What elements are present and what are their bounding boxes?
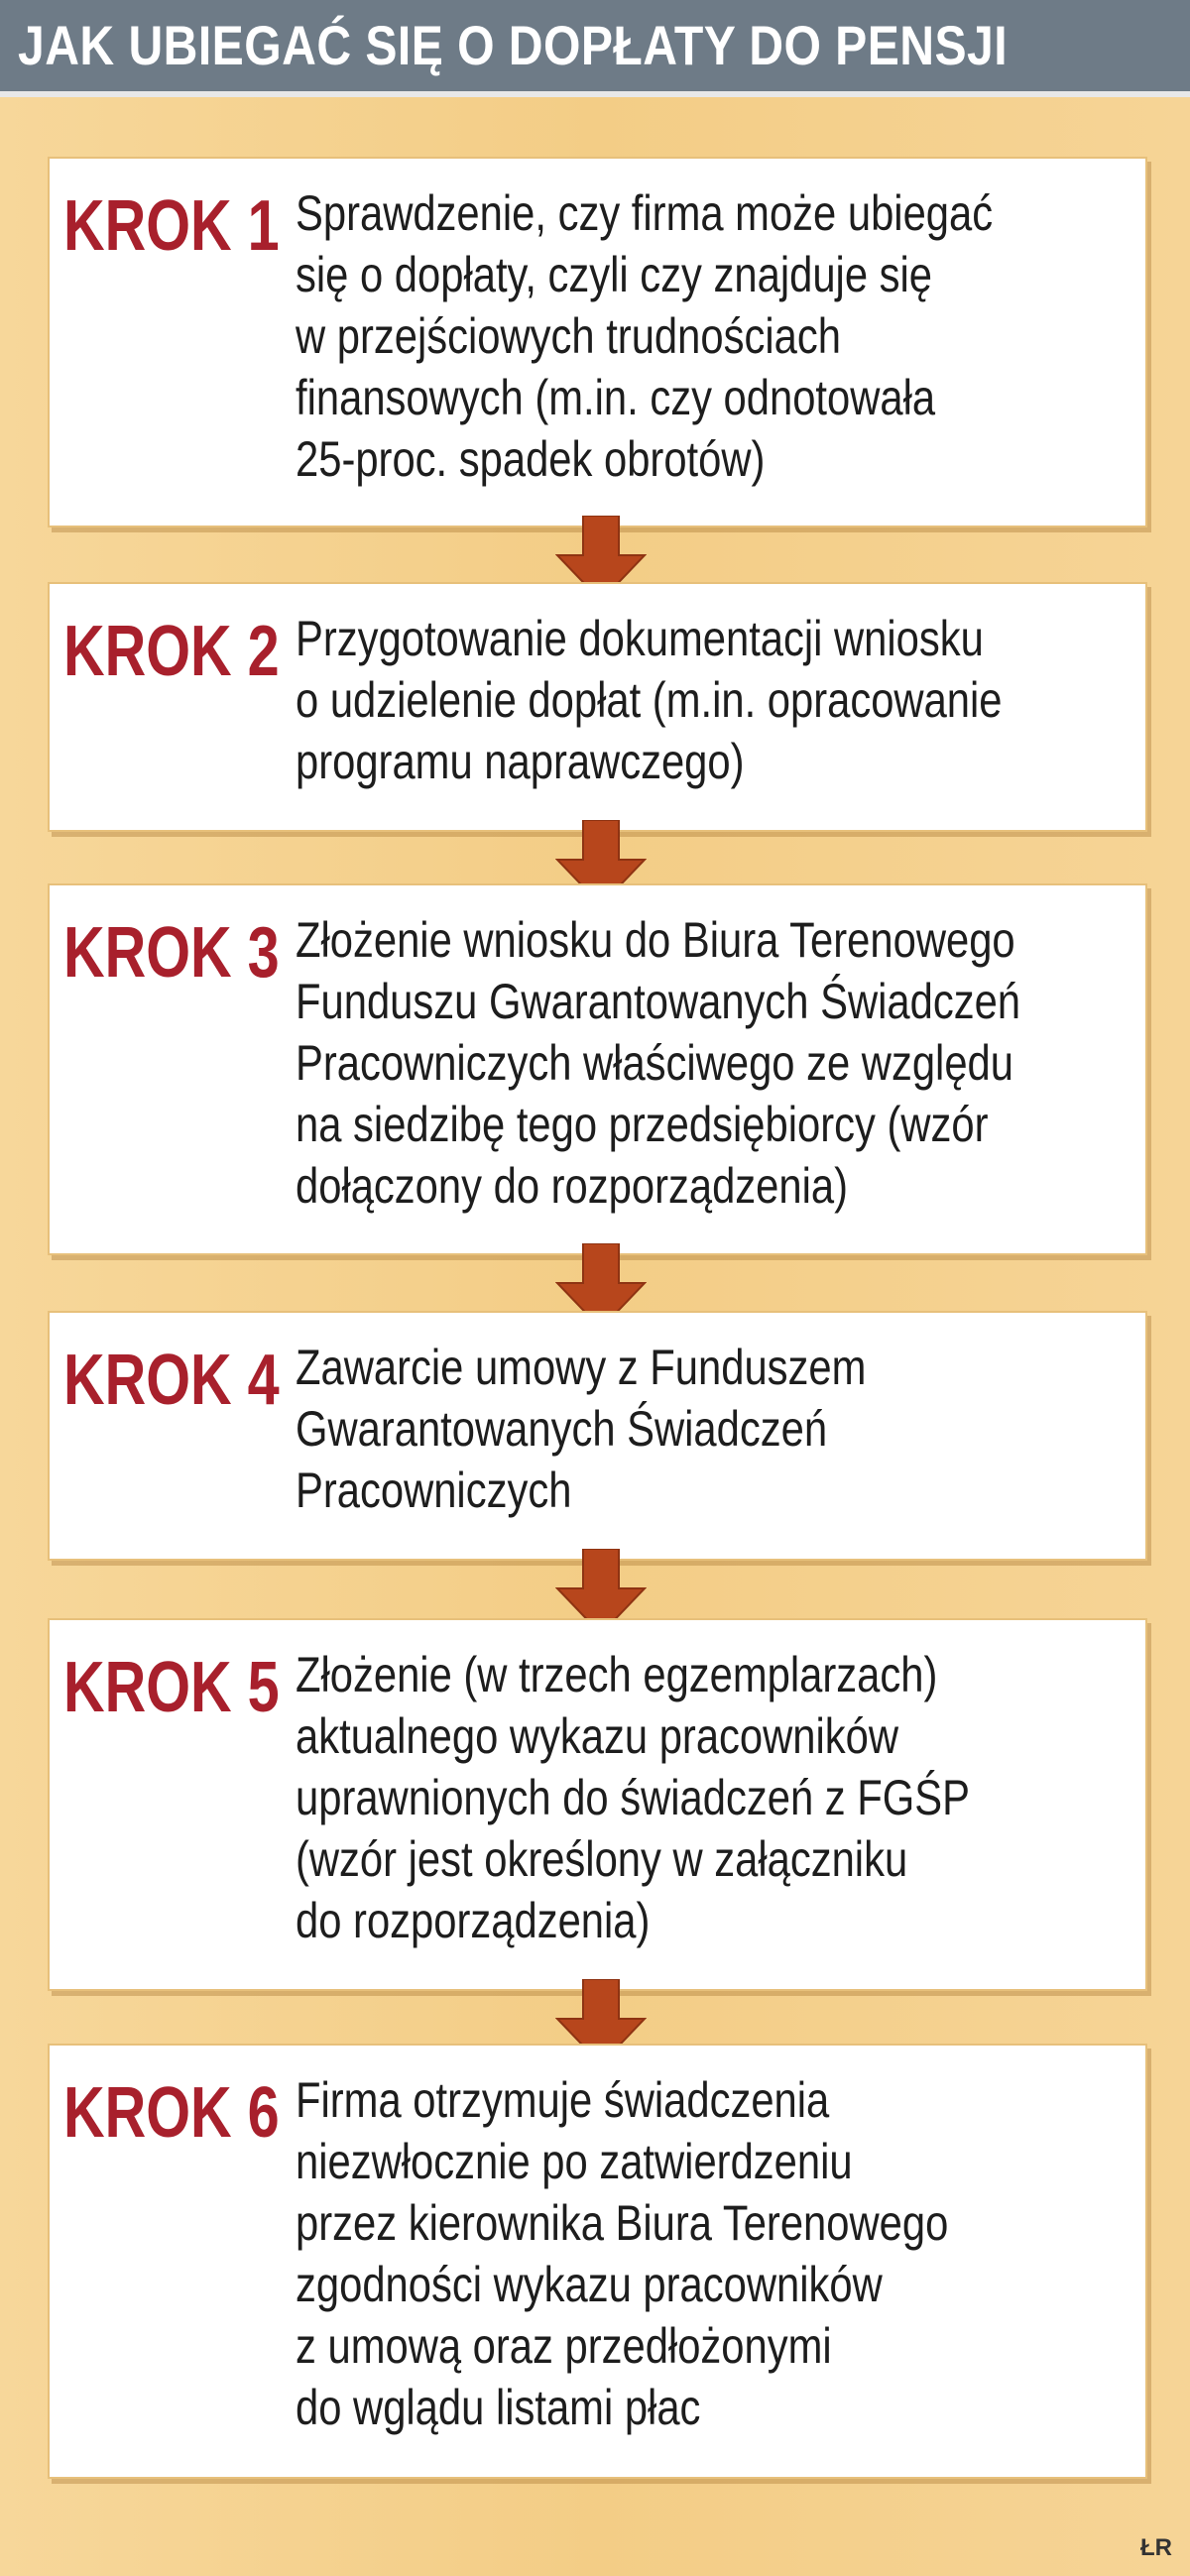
step-label-5: KROK 5	[63, 1648, 280, 1727]
step-text-3: Złożenie wniosku do Biura Terenowego Funduszu Gwarantowanych Świadczeń Pracowniczych właściwego ze względu na siedzibę tego przedsiębiorcy (wzór dołączony do rozporządzenia)	[296, 912, 1021, 1214]
step-label-6: KROK 6	[63, 2073, 280, 2153]
step-label-2: KROK 2	[63, 612, 280, 691]
step-box-3	[48, 883, 1147, 1255]
page-title: JAK UBIEGAĆ SIĘ O DOPŁATY DO PENSJI	[18, 14, 1009, 76]
step-text-1: Sprawdzenie, czy firma może ubiegać się o dopłaty, czyli czy znajduje się w przejściowych trudnościach finansowych (m.in. czy odnotowała 25-proc. spadek obrotów)	[296, 185, 994, 487]
step-box-1	[48, 157, 1147, 527]
title-bar	[0, 0, 1190, 97]
author-credit: ŁR	[1140, 2534, 1172, 2561]
step-text-2: Przygotowanie dokumentacji wniosku o udzielenie dopłat (m.in. opracowanie programu naprawczego)	[296, 611, 1003, 789]
step-box-4	[48, 1311, 1147, 1561]
step-label-3: KROK 3	[63, 913, 280, 993]
step-label-4: KROK 4	[63, 1341, 280, 1420]
step-box-5	[48, 1618, 1147, 1991]
step-text-5: Złożenie (w trzech egzemplarzach) aktualnego wykazu pracowników uprawnionych do świadczeń z FGŚP (wzór jest określony w załączniku do rozporządzenia)	[296, 1647, 970, 1948]
step-text-4: Zawarcie umowy z Funduszem Gwarantowanych Świadczeń Pracowniczych	[296, 1340, 867, 1518]
step-label-1: KROK 1	[63, 186, 280, 266]
step-text-6: Firma otrzymuje świadczenia niezwłocznie po zatwierdzeniu przez kierownika Biura Terenowego zgodności wykazu pracowników z umową oraz przedłożonymi do wglądu listami płac	[296, 2072, 949, 2435]
step-box-2	[48, 582, 1147, 832]
step-box-6	[48, 2044, 1147, 2479]
